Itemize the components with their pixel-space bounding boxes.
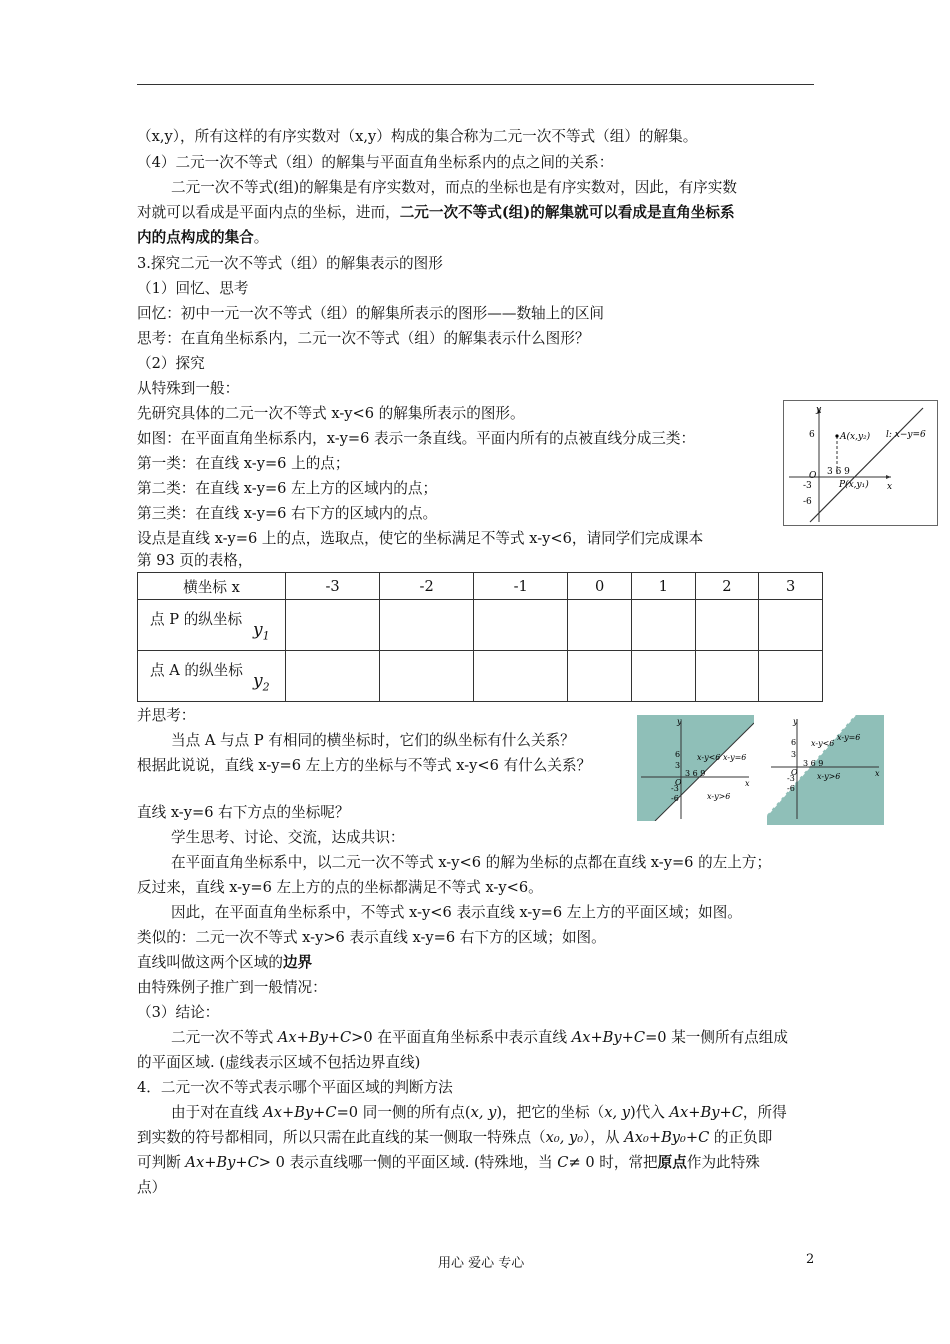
text-span: ≠ 0 时，常把 bbox=[568, 1154, 658, 1171]
row-label-a bbox=[138, 651, 286, 702]
tick-label-ym3: -3 bbox=[803, 481, 812, 491]
text-line-8: 回忆：初中一元一次不等式（组）的解集所表示的图形——数轴上的区间 bbox=[137, 305, 605, 322]
text-line-3: 二元一次不等式(组)的解集是有序实数对，而点的坐标也是有序实数对，因此，有序实数 bbox=[171, 179, 737, 196]
text-line-9: 思考：在直角坐标系内，二元一次不等式（组）的解集表示什么图形？ bbox=[137, 330, 590, 347]
text-span: >0 在平面直角坐标系中表示直线 bbox=[351, 1029, 572, 1046]
text-line-11: 从特殊到一般： bbox=[137, 380, 240, 397]
page-number: 2 bbox=[806, 1252, 815, 1267]
point-a bbox=[835, 434, 838, 437]
text-line-32: 的平面区域. (虚线表示区域不包括边界直线) bbox=[137, 1054, 421, 1071]
text-line-35 bbox=[137, 1128, 772, 1148]
table-row bbox=[138, 651, 823, 702]
variable-subscript: 2 bbox=[262, 680, 270, 694]
text-span: ，所得 bbox=[742, 1104, 787, 1121]
table-header-cell: -3 bbox=[286, 573, 380, 600]
text-line-27: 类似的：二元一次不等式 x-y>6 表示直线 x-y=6 右下方的区域；如图。 bbox=[137, 929, 606, 946]
text-line-30: （3）结论： bbox=[137, 1004, 220, 1021]
table-cell[interactable] bbox=[380, 651, 474, 702]
table-row bbox=[138, 600, 823, 651]
row-label-text: 点 A 的纵坐标 bbox=[150, 662, 243, 679]
table-cell[interactable] bbox=[474, 600, 568, 651]
math-expr: Ax+By+C bbox=[571, 1029, 646, 1046]
footer-text: 用心 爱心 专心 bbox=[438, 1256, 525, 1271]
text-line-24: 在平面直角坐标系中，以二元一次不等式 x-y<6 的解为坐标的点都在直线 x-y=6 的左上方； bbox=[171, 854, 772, 871]
math-expr: Ax+By+C bbox=[277, 1029, 352, 1046]
text-line-19: 并思考： bbox=[137, 707, 196, 724]
row-variable bbox=[253, 620, 270, 642]
text-line-15: 第二类：在直线 x-y=6 左上方的区域内的点； bbox=[137, 480, 438, 497]
math-expr: C bbox=[557, 1154, 569, 1171]
bold-text: 内的点构成的集合 bbox=[137, 229, 254, 246]
text-line-20: 当点 A 与点 P 有相同的横坐标时，它们的纵坐标有什么关系？ bbox=[171, 732, 575, 749]
point-a-label: A(x,y₂) bbox=[840, 432, 871, 442]
text-line-23: 学生思考、讨论、交流，达成共识： bbox=[171, 829, 405, 846]
tick-label-ym6: -6 bbox=[803, 497, 812, 507]
tick-label-y6: 6 bbox=[809, 430, 815, 440]
text-span: ），从 bbox=[583, 1129, 625, 1146]
table-cell[interactable] bbox=[759, 651, 823, 702]
table-cell[interactable] bbox=[380, 600, 474, 651]
other-region-label: x-y>6 bbox=[707, 792, 731, 801]
table-header-cell: -1 bbox=[474, 573, 568, 600]
other-region-label: x-y>6 bbox=[817, 772, 841, 781]
text-line-5 bbox=[137, 228, 268, 248]
variable-y: y bbox=[253, 671, 263, 691]
text-line-25: 反过来，直线 x-y=6 左上方的点的坐标都满足不等式 x-y<6。 bbox=[137, 879, 543, 896]
math-expr: Ax+By+C bbox=[669, 1104, 743, 1121]
text-span: )代入 bbox=[629, 1104, 670, 1121]
text-line-21: 根据此说说，直线 x-y=6 左上方的坐标与不等式 x-y<6 有什么关系？ bbox=[137, 757, 592, 774]
text-span: =0 同一侧的所有点( bbox=[336, 1104, 471, 1121]
text-line-29: 由特殊例子推广到一般情况： bbox=[137, 979, 327, 996]
table-header-cell: 横坐标 x bbox=[138, 573, 286, 600]
section-heading-4: 4．二元一次不等式表示哪个平面区域的判断方法 bbox=[137, 1079, 453, 1096]
text-line-34 bbox=[171, 1103, 787, 1123]
text-line-1: （x,y），所有这样的有序实数对（x,y）构成的集合称为二元一次不等式（组）的解集。 bbox=[137, 128, 698, 145]
table-cell[interactable] bbox=[695, 651, 759, 702]
y-axis-label: y bbox=[793, 717, 798, 726]
section-heading-3: 3.探究二元一次不等式（组）的解集表示的图形 bbox=[137, 255, 443, 272]
text-line-28 bbox=[137, 953, 312, 973]
text-line-18: 第 93 页的表格， bbox=[137, 552, 253, 569]
origin-label: O bbox=[675, 778, 682, 787]
row-variable bbox=[253, 671, 270, 693]
math-expr: x, y bbox=[470, 1104, 497, 1121]
text-span: > 0 表示直线哪一侧的平面区域. (特殊地，当 bbox=[258, 1154, 558, 1171]
text-line-26: 因此，在平面直角坐标系中，不等式 x-y<6 表示直线 x-y=6 左上方的平面区域；如图。 bbox=[171, 904, 742, 921]
y-axis-label: y bbox=[816, 405, 822, 415]
region-label: x-y<6 bbox=[811, 739, 835, 748]
text-line-10: （2）探究 bbox=[137, 355, 205, 372]
line-label: x-y=6 bbox=[723, 753, 747, 762]
table-cell[interactable] bbox=[474, 651, 568, 702]
text-line-14: 第一类：在直线 x-y=6 上的点； bbox=[137, 455, 350, 472]
line-label: x-y=6 bbox=[837, 733, 861, 742]
table-header-row bbox=[138, 573, 823, 600]
line-figure bbox=[783, 400, 938, 526]
point-p-label: P(x,y₁) bbox=[839, 480, 869, 490]
tick-label-y3: 3 bbox=[675, 761, 681, 770]
text-span: 到实数的符号都相同，所以只需在此直线的某一侧取一特殊点（ bbox=[137, 1129, 546, 1146]
table-header-cell: 2 bbox=[695, 573, 759, 600]
text-span: 直线叫做这两个区域的 bbox=[137, 954, 283, 971]
tick-label-ym3: -3 bbox=[671, 784, 679, 793]
text-span: =0 某一侧所有点组成 bbox=[645, 1029, 788, 1046]
table-cell[interactable] bbox=[631, 600, 695, 651]
table-header-cell: 1 bbox=[631, 573, 695, 600]
value-table bbox=[137, 572, 823, 702]
math-expr: x₀, y₀ bbox=[545, 1129, 584, 1146]
table-cell[interactable] bbox=[759, 600, 823, 651]
text-line-37: 点） bbox=[137, 1179, 167, 1196]
tick-label-ym6: -6 bbox=[671, 794, 679, 803]
y-axis-label: y bbox=[677, 717, 682, 726]
tick-label-y6: 6 bbox=[675, 750, 681, 759]
text-span: 的正负即 bbox=[709, 1129, 773, 1146]
region-label: x-y<6 bbox=[697, 753, 721, 762]
variable-subscript: 1 bbox=[262, 629, 270, 643]
math-expr: Ax+By+C bbox=[263, 1104, 337, 1121]
table-cell[interactable] bbox=[568, 600, 632, 651]
tick-label-ym6: -6 bbox=[787, 784, 795, 793]
origin-label: O bbox=[791, 768, 798, 777]
math-expr: Ax+By+C bbox=[185, 1154, 259, 1171]
variable-y: y bbox=[253, 620, 263, 640]
region-figure-left bbox=[637, 715, 754, 821]
text-span: 由于对在直线 bbox=[171, 1104, 264, 1121]
text-line-31 bbox=[171, 1028, 788, 1048]
text-span: )，把它的坐标（ bbox=[496, 1104, 605, 1121]
text-span: 可判断 bbox=[137, 1154, 186, 1171]
table-header-cell: 0 bbox=[568, 573, 632, 600]
bold-text: 二元一次不等式(组)的解集就可以看成是直角坐标系 bbox=[399, 204, 735, 221]
bold-text: 原点 bbox=[657, 1154, 687, 1171]
x-axis-label: x bbox=[887, 482, 893, 492]
table-header-cell: -2 bbox=[380, 573, 474, 600]
tick-label-ym3: -3 bbox=[787, 774, 795, 783]
tick-label-y6: 6 bbox=[791, 738, 797, 747]
text-line-7: （1）回忆、思考 bbox=[137, 280, 249, 297]
tick-label-y3: 3 bbox=[791, 750, 797, 759]
text-line-22: 直线 x-y=6 右下方点的坐标呢？ bbox=[137, 804, 350, 821]
math-expr: Ax₀+By₀+C bbox=[624, 1129, 710, 1146]
table-header-cell: 3 bbox=[759, 573, 823, 600]
tick-labels-x: 3 6 9 bbox=[803, 759, 824, 768]
text-span: 对就可以看成是平面内点的坐标，进而， bbox=[137, 204, 400, 221]
text-line-16: 第三类：在直线 x-y=6 右下方的区域内的点。 bbox=[137, 505, 438, 522]
text-span: 二元一次不等式 bbox=[171, 1029, 278, 1046]
row-label-text: 点 P 的纵坐标 bbox=[150, 611, 243, 628]
table-cell[interactable] bbox=[568, 651, 632, 702]
text-line-17: 设点是直线 x-y=6 上的点，选取点，使它的坐标满足不等式 x-y<6，请同学们完成课本 bbox=[137, 530, 704, 547]
text-line-2: （4）二元一次不等式（组）的解集与平面直角坐标系内的点之间的关系： bbox=[137, 154, 614, 171]
bold-text: 边界 bbox=[282, 954, 313, 971]
text-line-36 bbox=[137, 1153, 760, 1173]
text-line-12: 先研究具体的二元一次不等式 x-y<6 的解集所表示的图形。 bbox=[137, 405, 525, 422]
table-cell[interactable] bbox=[286, 600, 380, 651]
text-line-4 bbox=[137, 203, 735, 223]
table-cell[interactable] bbox=[695, 600, 759, 651]
text-span: 。 bbox=[253, 229, 269, 246]
region-figure-right bbox=[767, 715, 884, 825]
text-span: 作为此特殊 bbox=[686, 1154, 760, 1171]
origin-label: O bbox=[809, 471, 817, 481]
x-axis-label: x bbox=[745, 779, 750, 788]
line-label: l: x−y=6 bbox=[886, 430, 926, 440]
table-cell[interactable] bbox=[286, 651, 380, 702]
tick-labels-x: 3 6 9 bbox=[685, 769, 706, 778]
header-rule bbox=[137, 84, 814, 85]
x-axis-label: x bbox=[875, 769, 880, 778]
math-expr: x, y bbox=[604, 1104, 630, 1121]
row-label-p bbox=[138, 600, 286, 651]
text-line-13: 如图：在平面直角坐标系内，x-y=6 表示一条直线。平面内所有的点被直线分成三类： bbox=[137, 430, 696, 447]
table-cell[interactable] bbox=[631, 651, 695, 702]
tick-labels-x: 3 6 9 bbox=[827, 467, 850, 477]
